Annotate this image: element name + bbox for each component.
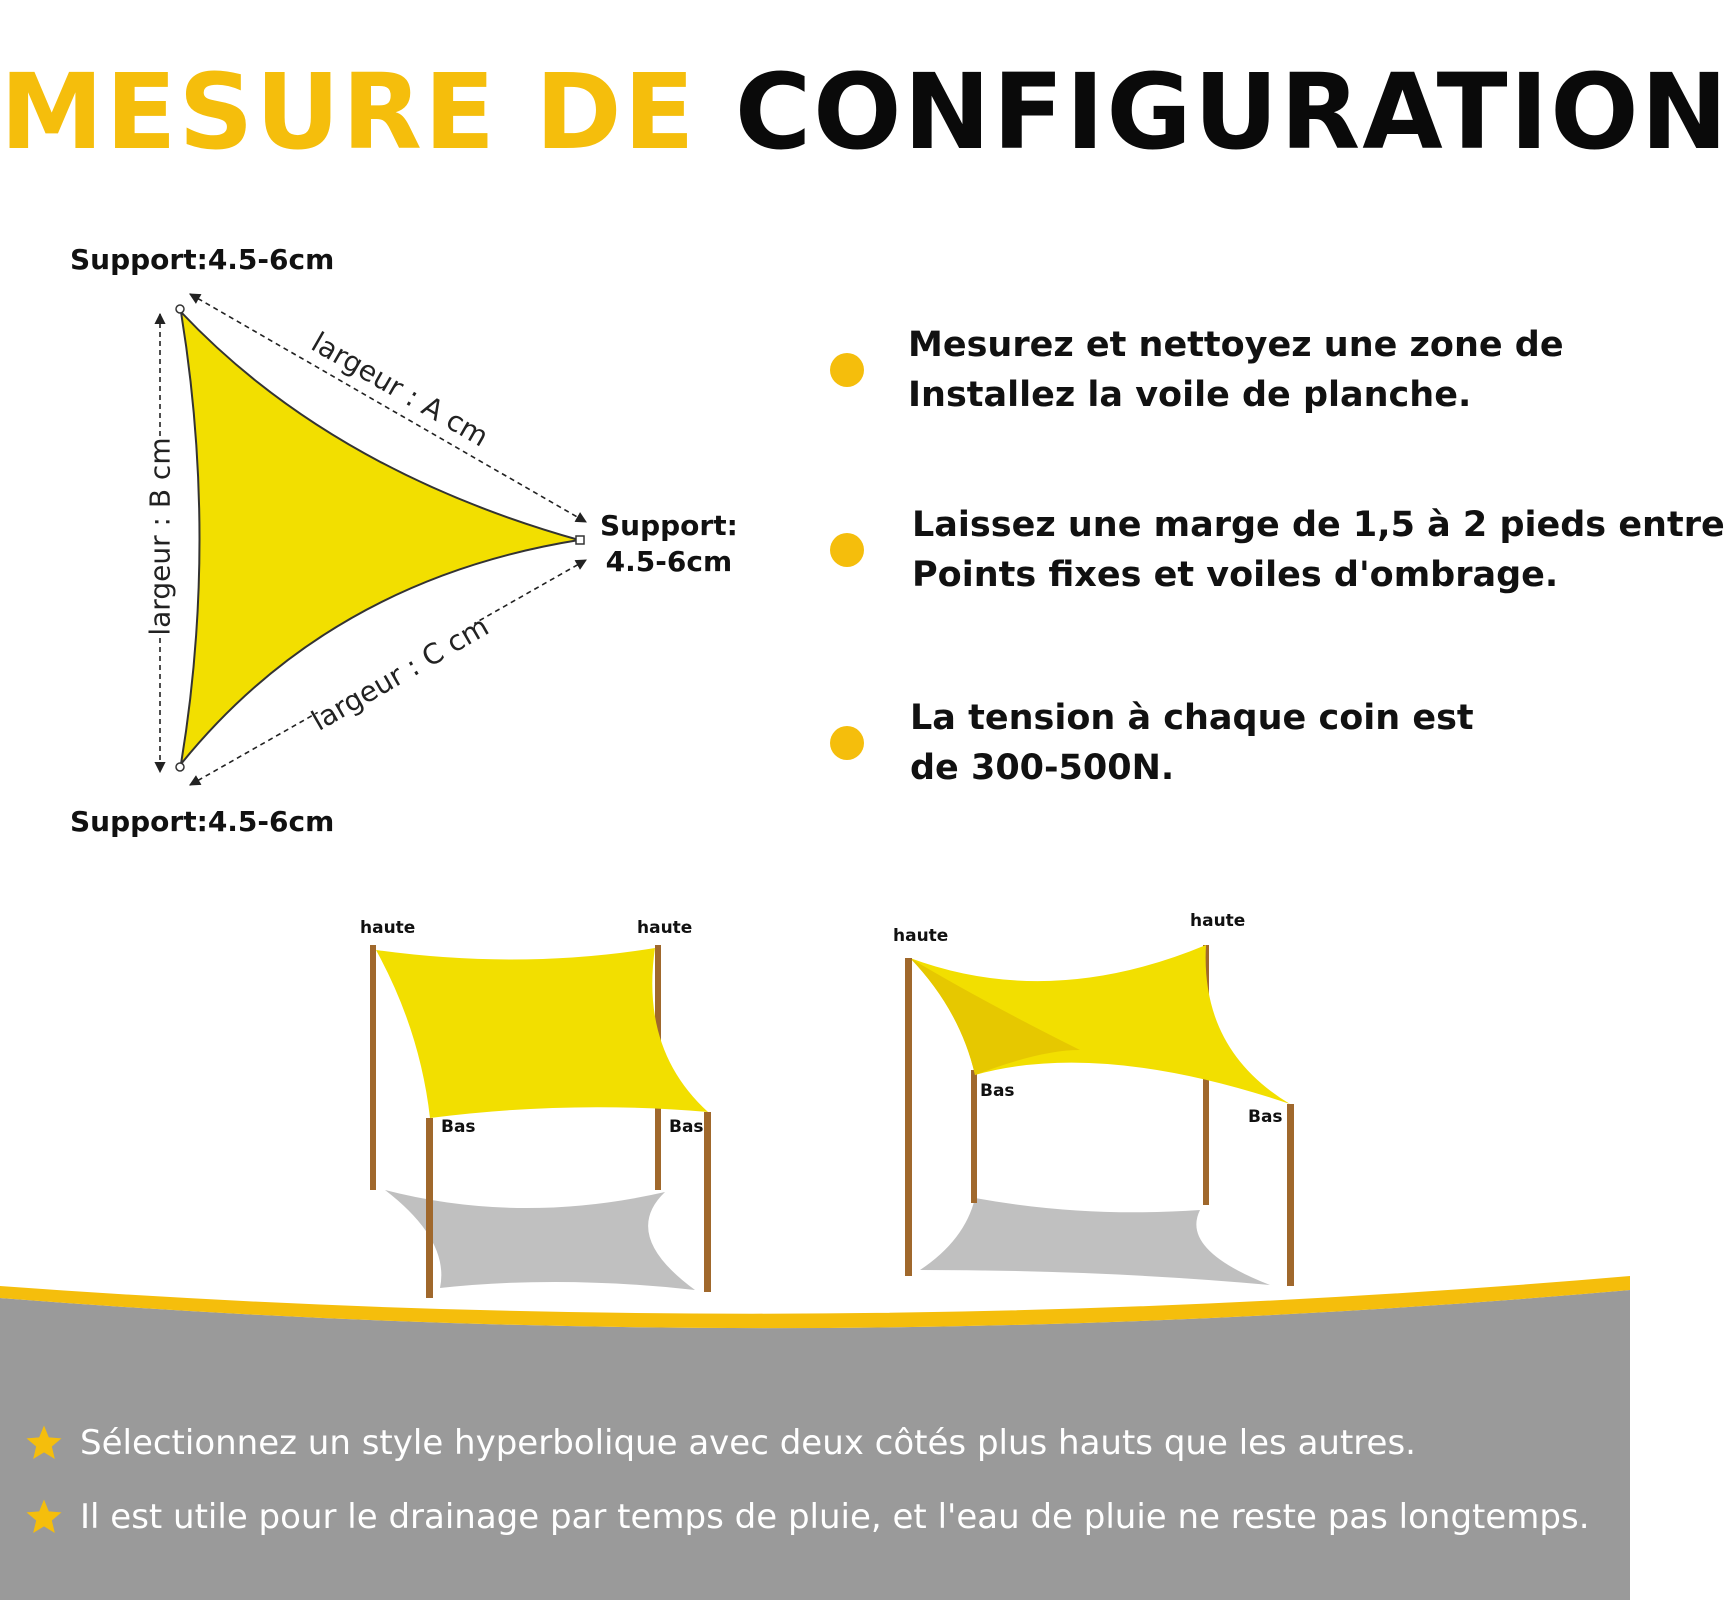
side-a-label: largeur : A cm xyxy=(305,325,495,454)
right-pole-back-low xyxy=(971,1070,977,1203)
bullet-text-line1: Mesurez et nettoyez une zone de xyxy=(908,325,1564,365)
right-high-left-label: haute xyxy=(893,926,949,946)
support-label-top: Support:4.5-6cm xyxy=(70,243,335,276)
left-pole-front-right xyxy=(704,1112,711,1292)
tip-text: Il est utile pour le drainage par temps de pluie, et l'eau de pluie ne reste pas longtemps. xyxy=(80,1497,1590,1537)
support-label-right-line2: 4.5-6cm xyxy=(605,545,733,578)
side-b-label: largeur : B cm xyxy=(143,437,177,636)
title-part-main: CONFIGURATION xyxy=(734,51,1730,173)
left-high-left-label: haute xyxy=(360,918,416,938)
right-high-right-label: haute xyxy=(1190,911,1246,931)
title-part-accent: MESURE DE xyxy=(0,51,697,173)
right-low-right-label: Bas xyxy=(1248,1107,1283,1127)
tip-text: Sélectionnez un style hyperbolique avec deux côtés plus hauts que les autres. xyxy=(80,1423,1416,1463)
tip-item xyxy=(24,1497,1590,1537)
bullet-text-line2: Installez la voile de planche. xyxy=(908,375,1472,415)
bullet-text-line1: La tension à chaque coin est xyxy=(910,698,1474,738)
left-high-right-label: haute xyxy=(637,918,693,938)
tip-item xyxy=(24,1423,1416,1463)
bullet-text-line2: Points fixes et voiles d'ombrage. xyxy=(912,555,1559,595)
star-icon xyxy=(24,1423,64,1463)
left-low-left-label: Bas xyxy=(441,1117,476,1137)
support-label-bottom: Support:4.5-6cm xyxy=(70,805,335,838)
left-pole-back-left xyxy=(370,945,376,1190)
side-c-label: largeur : C cm xyxy=(305,609,495,738)
right-pole-front-low xyxy=(1287,1104,1294,1286)
right-low-left-label: Bas xyxy=(980,1081,1015,1101)
star-icon xyxy=(24,1497,64,1537)
left-low-right-label: Bas xyxy=(669,1117,704,1137)
bullet-text-line1: Laissez une marge de 1,5 à 2 pieds entre xyxy=(912,505,1725,545)
support-label-right-line1: Support: xyxy=(600,509,738,542)
bullet-text-line2: de 300-500N. xyxy=(910,748,1175,788)
right-pole-front-high xyxy=(905,958,912,1276)
